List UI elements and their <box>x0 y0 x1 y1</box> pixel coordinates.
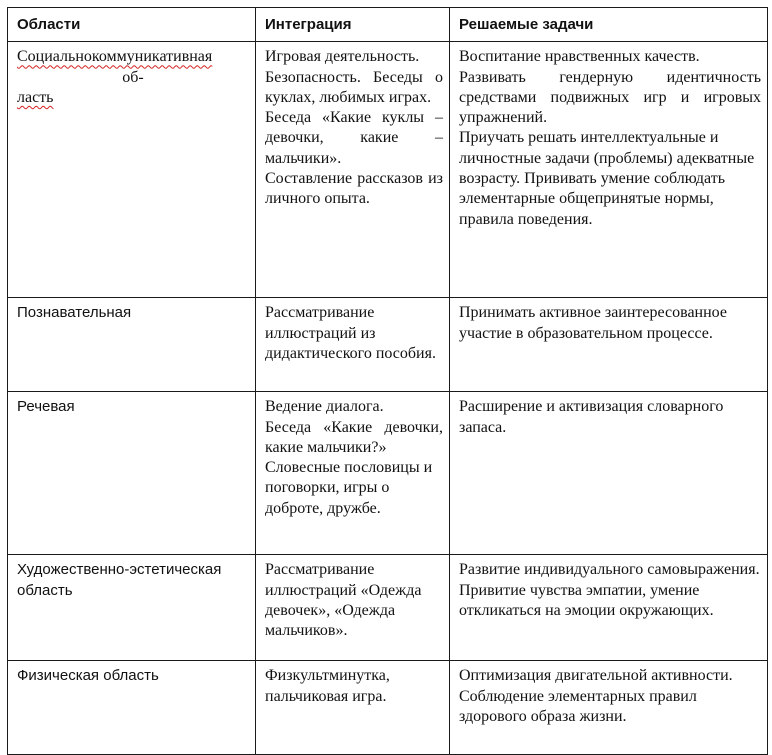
area-cell: Познавательная <box>8 298 256 392</box>
integration-text: Беседа «Какие девочки, какие мальчики?» <box>265 418 443 456</box>
table-row <box>8 42 768 298</box>
integration-text: Словесные пословицы и поговорки, игры о доброте, дружбе. <box>265 459 433 517</box>
tasks-cell <box>450 661 768 755</box>
area-cell: Художественно-эстетическая область <box>8 555 256 661</box>
task-text: Оптимизация двигательной активности. Соблюдение элементарных правил здорового образа жизни. <box>459 667 733 725</box>
area-cell: Физическая область <box>8 661 256 755</box>
header-tasks: Решаемые задачи <box>450 8 768 42</box>
task-text: Развивать гендерную идентичность средствами подвижных игр и игровых упражнений. <box>459 68 761 127</box>
area-name-part: Социальнокоммуникативная <box>17 48 213 66</box>
integration-text: Рассматривание иллюстраций «Одежда девочек», «Одежда мальчиков». <box>265 561 422 640</box>
tasks-cell <box>450 298 768 392</box>
header-integration: Интеграция <box>256 8 450 42</box>
integration-text: Беседа «Какие куклы – девочки, какие – мальчики». <box>265 109 443 167</box>
table-header-row <box>8 8 768 42</box>
header-areas: Области <box>8 8 256 42</box>
integration-text: Безопасность. Беседы о куклах, любимых играх. <box>265 68 443 106</box>
integration-text: Рассматривание иллюстраций из дидактического пособия. <box>265 304 436 362</box>
task-text: Развитие индивидуального самовыражения. <box>459 561 760 579</box>
task-text: Принимать активное заинтересованное участие в образовательном процессе. <box>459 304 727 342</box>
area-name-part: об- <box>122 68 144 86</box>
integration-cell <box>256 42 450 298</box>
tasks-cell <box>450 555 768 661</box>
integration-text: Физкультминутка, пальчиковая игра. <box>265 667 390 705</box>
integration-cell <box>256 661 450 755</box>
integration-cell <box>256 555 450 661</box>
integration-text: Ведение диалога. <box>265 398 384 416</box>
task-text: Привитие чувства эмпатии, умение откликаться на эмоции окружающих. <box>459 581 714 619</box>
table-row <box>8 298 768 392</box>
table-row <box>8 555 768 661</box>
integration-cell <box>256 298 450 392</box>
area-name-part: ласть <box>17 88 54 106</box>
tasks-cell <box>450 392 768 555</box>
integration-cell <box>256 392 450 555</box>
integration-text: Составление рассказов из личного опыта. <box>265 170 443 208</box>
area-cell: Речевая <box>8 392 256 555</box>
task-text: Воспитание нравственных качеств. <box>459 48 700 66</box>
table-row <box>8 392 768 555</box>
table-row <box>8 661 768 755</box>
task-text: Расширение и активизация словарного запаса. <box>459 398 724 436</box>
area-cell <box>8 42 256 298</box>
areas-integration-table <box>7 7 768 755</box>
integration-text: Игровая деятельность. <box>265 48 420 66</box>
task-text: Приучать решать интеллектуальные и личностные задачи (проблемы) адекватные возрасту. Прививать умение соблюдать элементарные общепринятые нормы, правила поведения. <box>459 129 755 228</box>
tasks-cell <box>450 42 768 298</box>
